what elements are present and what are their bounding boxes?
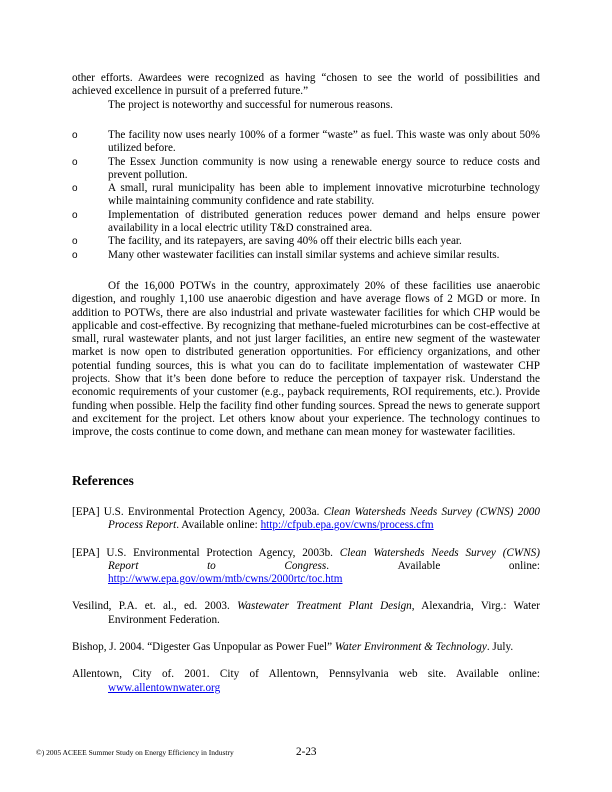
reference-author: [EPA] U.S. Environmental Protection Agency, 2003a. [72,506,324,518]
reference-date: . July. [486,641,514,654]
bullet-item [72,182,540,209]
intro-section [72,72,540,112]
reference-link[interactable]: http://cfpub.epa.gov/cwns/process.cfm [260,519,434,532]
bullet-text: The facility, and its ratepayers, are saving 40% off their electric bills each year. [108,235,462,248]
reference-title-word: Congress [284,559,327,572]
reference-item [72,668,540,695]
reference-item [72,547,540,587]
reference-author: Allentown, City of. 2001. City of Allentown, Pennsylvania web site. Available online: [72,668,540,681]
reference-line [108,560,540,573]
body-paragraph: Of the 16,000 POTWs in the country, approximately 20% of these facilities use anaerobic digestion, and roughly 1,100 use anaerobic digestion and have average flows of 2 MGD or more. In addition to POTWs, there are also industrial and private wastewater facilities for which CHP would be applicable and cost-effective. By recognizing that methane-fueled microturbines can be cost-effective at small, rural wastewater plants, and not just larger facilities, an entire new segment of the wastewater market is now open to distributed generation opportunities. For efficiency organizations, and other potential funding sources, this is what you can do to facilitate implementation of wastewater CHP projects. Show that it’s been done before to reduce the perception of taxpayer risk. Understand the economic requirements of your customer (e.g., payback requirements, ROI requirements, etc.). Provide funding when possible. Help the facility find other funding sources. Spread the news to generate support and excitement for the project. Let others know about your experience. The technology continues to improve, the costs continue to come down, and methane can mean money for wastewater facilities. [72,280,540,439]
bullet-text: Many other wastewater facilities can install similar systems and achieve similar results. [108,248,500,261]
reference-title: Wastewater Treatment Plant Design [237,600,412,613]
references-heading: References [72,473,134,488]
bullet-list [72,129,540,262]
bullet-marker: o [72,236,78,248]
intro-line-2: achieved excellence in pursuit of a preferred future.” [72,85,309,98]
reference-available: . Available online: [176,519,261,532]
bullet-marker: o [72,183,78,195]
references-list [72,506,540,709]
reference-item [72,600,540,627]
bullet-item [72,129,540,156]
reference-title: Clean Watersheds Needs Survey (CWNS) [339,546,540,559]
reference-title: Clean Watersheds Needs Survey (CWNS) 2000 Process Report [108,506,540,532]
bullet-marker: o [72,249,78,261]
reference-link[interactable]: http://www.epa.gov/owm/mtb/cwns/2000rtc/toc.htm [108,573,343,586]
body-paragraph-section [72,280,540,440]
intro-line-3: The project is noteworthy and successful for numerous reasons. [108,98,393,111]
reference-available: Available [397,559,441,572]
reference-title-end [284,560,329,573]
reference-title-word: to [207,559,216,572]
reference-item [72,641,540,654]
reference-title: Water Environment & Technology [334,641,487,654]
reference-line [72,547,540,560]
reference-author: Vesilind, P.A. et. al., ed. 2003. [72,600,238,613]
bullet-marker: o [72,130,78,141]
reference-title-word: Report [108,559,139,572]
reference-link[interactable]: www.allentownwater.org [108,681,221,694]
bullet-item [72,249,540,262]
reference-online: online: [508,559,540,572]
bullet-marker: o [72,156,78,168]
bullet-text: A small, rural municipality has been able to implement innovative microturbine technology while maintaining community confidence and rate stability. [108,182,540,208]
footer-copyright: ©) 2005 ACEEE Summer Study on Energy Efficiency in Industry [36,748,234,757]
reference-line [108,573,540,586]
bullet-text: The Essex Junction community is now using a renewable energy source to reduce costs and prevent pollution. [108,155,540,181]
bullet-text: Implementation of distributed generation reduces power demand and helps ensure power availability in a local electric utility T&D constrained area. [108,208,540,235]
reference-author: [EPA] U.S. Environmental Protection Agency, 2003b. [72,546,340,559]
page-number: 2-23 [296,746,317,758]
bullet-item [72,235,540,248]
reference-publisher: , Alexandria, Virg.: Water Environment Federation. [108,600,540,626]
bullet-text: The facility now uses nearly 100% of a former “waste” as fuel. This waste was only about 50% utilized before. [108,129,540,155]
reference-author: Bishop, J. 2004. “Digester Gas Unpopular as Power Fuel” [72,641,335,654]
reference-punctuation: . [326,559,330,572]
intro-line-1: other efforts. Awardees were recognized as having “chosen to see the world of possibilities and [72,72,540,84]
reference-item [72,506,540,533]
bullet-item [72,156,540,183]
bullet-marker: o [72,209,78,221]
bullet-item [72,209,540,236]
